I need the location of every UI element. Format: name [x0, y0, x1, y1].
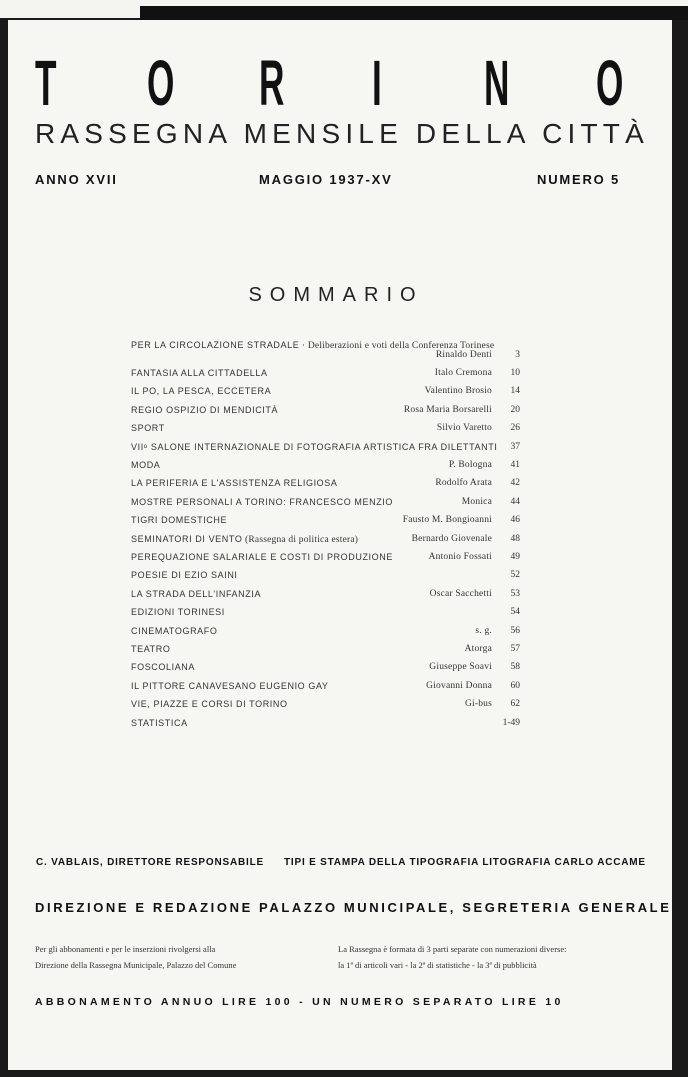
toc-entry-title-text: IL PO, LA PESCA, ECCETERA [131, 386, 272, 397]
toc-entry [131, 350, 520, 364]
contents-heading: SOMMARIO [248, 284, 424, 306]
toc-entry-title [131, 699, 288, 709]
footer-note-right [338, 941, 566, 973]
toc-entry [131, 570, 520, 584]
toc-entry-page: 44 [510, 496, 520, 507]
toc-entry-title-text: MODA [131, 460, 161, 470]
toc-entry-title [131, 607, 225, 617]
toc-entry-title-text: FOSCOLIANA [131, 662, 196, 673]
toc-entry-title [131, 423, 165, 433]
issue-date: MAGGIO 1937-XV [259, 172, 393, 187]
toc-entry-title-text: VIE, PIAZZE E CORSI DI TORINO [131, 699, 288, 710]
toc-entry-title-text: POESIE DI EZIO SAINI [131, 570, 238, 581]
masthead-title [35, 47, 624, 119]
toc-entry-author: Italo Cremona [434, 368, 492, 378]
toc-entry-title [131, 515, 227, 525]
toc-entry-author: Oscar Sacchetti [429, 588, 492, 599]
toc-entry-title-text: MOSTRE PERSONALI A TORINO: FRANCESCO MENZIO [131, 496, 394, 507]
toc-entry-page: 14 [510, 386, 520, 397]
toc-entry-author: Valentino Brosio [424, 386, 492, 397]
toc-entry-page: 37 [510, 441, 520, 452]
toc-entry-title-text: IL PITTORE CANAVESANO EUGENIO GAY [131, 680, 329, 691]
footer-director: C. VABLAIS, DIRETTORE RESPONSABILE [36, 857, 264, 868]
toc-entry-page: 41 [510, 460, 520, 470]
toc-entry [131, 515, 520, 529]
toc-entry-title [131, 478, 337, 488]
toc-entry-author: Rosa Maria Borsarelli [403, 404, 492, 415]
toc-entry-page: 3 [515, 350, 520, 360]
toc-entry-title [131, 681, 329, 691]
toc-entry-title-text: VIIᵒ SALONE INTERNAZIONALE DI FOTOGRAFIA ARTISTICA FRA DILETTANTI [131, 441, 498, 452]
footer-note-right-line: La Rassegna è formata di 3 parti separate con numerazioni diverse: [338, 944, 567, 954]
toc-entry-title-text: PEREQUAZIONE SALARIALE E COSTI DI PRODUZIONE [131, 552, 393, 562]
toc-entry-title-text: SEMINATORI DI VENTO [131, 533, 243, 544]
toc-entry [131, 405, 520, 419]
toc-entry-title-text: REGIO OSPIZIO DI MENDICITÀ [131, 404, 279, 415]
toc-entry-page: 58 [510, 662, 520, 673]
toc-entry [131, 662, 520, 676]
toc-entry-title-text: PER LA CIRCOLAZIONE STRADALE [131, 340, 300, 350]
toc-entry-title [131, 589, 261, 599]
toc-entry-author: Giovanni Donna [426, 680, 492, 691]
toc-entry-title [131, 570, 238, 580]
toc-entry-title [131, 405, 278, 415]
toc-entry-author: Silvio Varetto [436, 423, 492, 434]
toc-entry-author: P. Bologna [448, 460, 492, 470]
toc-entry-title [131, 662, 195, 672]
toc-entry-page: 53 [510, 588, 520, 599]
toc-entry [131, 534, 520, 548]
toc-entry-page: 20 [510, 404, 520, 415]
toc-entry [131, 626, 520, 640]
toc-entry-title [131, 626, 217, 636]
toc-entry [131, 681, 520, 695]
toc-entry [131, 442, 520, 456]
toc-entry-page: 26 [510, 423, 520, 434]
toc-entry [131, 423, 520, 437]
footer-printer: TIPI E STAMPA DELLA TIPOGRAFIA LITOGRAFIA CARLO ACCAME [284, 857, 646, 868]
toc-entry-page: 10 [510, 368, 520, 378]
toc-entry-title [131, 718, 188, 728]
toc-entry-subtitle: · Deliberazioni e voti della Conferenza Torinese [299, 341, 495, 351]
masthead-letter: T [35, 47, 57, 119]
toc-entry-title [131, 534, 358, 545]
toc-entry-title-text: STATISTICA [131, 717, 188, 728]
masthead-subtitle: RASSEGNA MENSILE DELLA CITTÀ [35, 118, 649, 149]
toc-entry-page: 56 [510, 625, 520, 636]
toc-entry-title-text: TIGRI DOMESTICHE [131, 515, 228, 526]
toc-entry-page: 52 [510, 570, 520, 581]
toc-entry [131, 589, 520, 603]
toc-entry [131, 460, 520, 474]
toc-entry-title [131, 386, 271, 396]
toc-entry-author: Gi-bus [464, 699, 492, 710]
toc-entry-author: Atorga [464, 644, 492, 654]
toc-entry-page: 49 [510, 552, 520, 562]
masthead-letter: R [259, 47, 285, 119]
toc-entry-author: Bernardo Giovenale [411, 533, 492, 544]
toc-entry-title-text: TEATRO [131, 644, 171, 654]
toc-entry [131, 607, 520, 621]
toc-entry [131, 386, 520, 400]
toc-entry-author: Fausto M. Bongioanni [402, 515, 492, 526]
masthead-letter: I [371, 47, 382, 119]
toc-entry-author: Antonio Fossati [428, 552, 492, 562]
toc-entry-title-text: LA PERIFERIA E L'ASSISTENZA RELIGIOSA [131, 478, 338, 489]
toc-entry-author: Rinaldo Denti [435, 350, 492, 360]
toc-entry-page: 62 [510, 699, 520, 710]
scan-border-dark-strip [140, 6, 688, 20]
toc-entry-title-text: LA STRADA DELL'INFANZIA [131, 588, 262, 599]
toc-entry-page: 1-49 [502, 717, 520, 728]
issue-number: NUMERO 5 [537, 172, 621, 187]
toc-entry [131, 368, 520, 382]
toc-entry-title-text: FANTASIA ALLA CITTADELLA [131, 368, 268, 378]
footer-note-left-line: Per gli abbonamenti e per le inserzioni rivolgersi alla [35, 944, 216, 954]
toc-entry [131, 644, 520, 658]
masthead-letter: N [483, 47, 510, 119]
toc-entry-page: 60 [510, 680, 520, 691]
toc-entry-title [131, 368, 268, 378]
toc-entry-author: Monica [461, 496, 492, 507]
footer-note-left-line: Direzione della Rassegna Municipale, Palazzo del Comune [35, 960, 237, 970]
toc-entry-subtitle: (Rassegna di politica estera) [242, 534, 359, 545]
toc-entry-page: 54 [510, 607, 520, 618]
toc-entry-page: 57 [510, 644, 520, 654]
toc-entry [131, 552, 520, 566]
footer-subscription: ABBONAMENTO ANNUO LIRE 100 - UN NUMERO SEPARATO LIRE 10 [35, 996, 564, 1008]
toc-entry-author: Rodolfo Arata [435, 478, 492, 489]
footer-note-left [35, 941, 236, 973]
toc-entry [131, 699, 520, 713]
scan-border-right [672, 20, 688, 1077]
toc-entry-page: 46 [510, 515, 520, 526]
toc-entry-page: 42 [510, 478, 520, 489]
toc-entry-page: 48 [510, 533, 520, 544]
toc-entry-title-text: EDIZIONI TORINESI [131, 607, 225, 618]
footer-direzione: DIREZIONE E REDAZIONE PALAZZO MUNICIPALE, SEGRETERIA GENERALE [35, 900, 672, 915]
toc-entry-title [131, 497, 393, 507]
toc-entry-author: s. g. [475, 625, 492, 636]
issue-year: ANNO XVII [35, 172, 118, 187]
masthead-letter: O [595, 47, 624, 119]
toc-entry [131, 478, 520, 492]
toc-entry [131, 718, 520, 732]
toc-entry [131, 497, 520, 511]
toc-entry-title [131, 442, 497, 452]
toc-entry-title [131, 644, 170, 654]
toc-entry-title-text: SPORT [131, 423, 165, 434]
toc-entry-author: Giuseppe Soavi [429, 662, 492, 673]
toc-entry-title [131, 460, 160, 470]
footer-note-right-line: la 1ª di articoli vari - la 2ª di statistiche - la 3ª di pubblicità [338, 960, 537, 970]
masthead-letter: O [147, 47, 175, 119]
toc-entry-title-text: CINEMATOGRAFO [131, 625, 218, 636]
toc-entry-title [131, 552, 393, 562]
